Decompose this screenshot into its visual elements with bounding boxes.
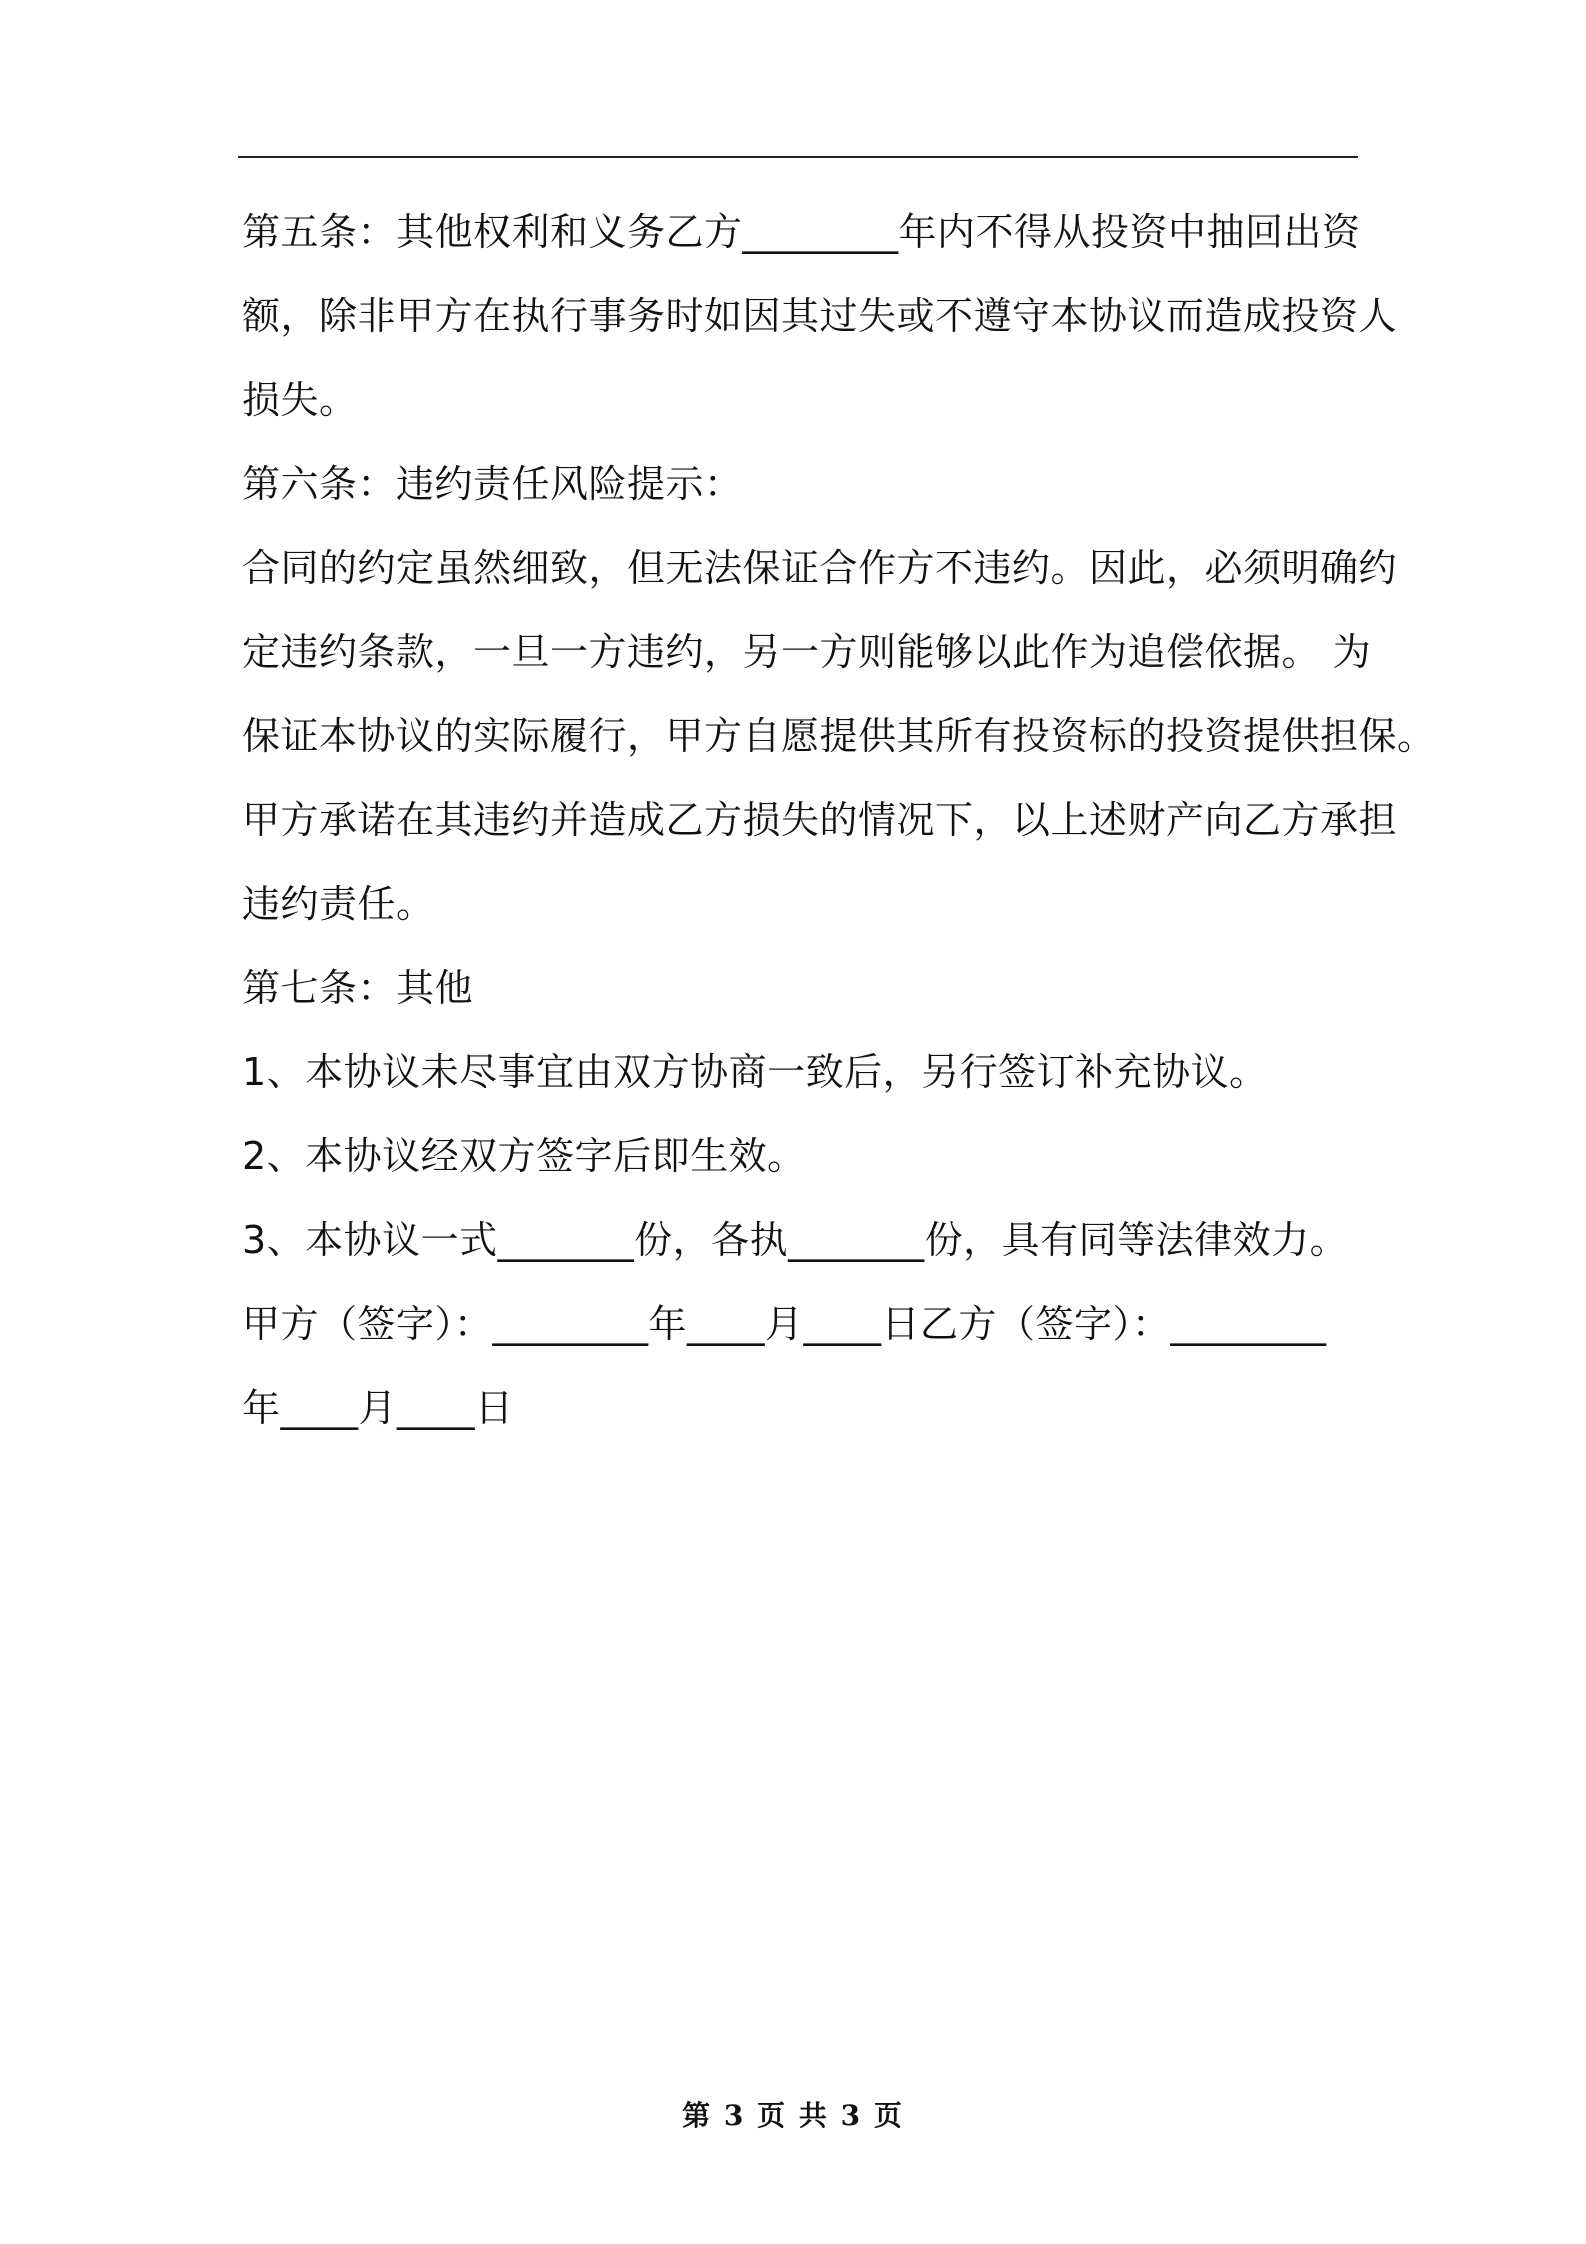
article-6-line-3: 保证本协议的实际履行，甲方自愿提供其所有投资标的投资提供担保。 xyxy=(242,714,1436,758)
header-rule xyxy=(238,156,1358,158)
article-7-heading: 第七条：其他 xyxy=(242,966,474,1010)
document-body xyxy=(242,190,1436,1450)
article-6-line-2: 定违约条款，一旦一方违约，另一方则能够以此作为追偿依据。 为 xyxy=(242,630,1372,674)
page-indicator: 第 3 页 共 3 页 xyxy=(682,2099,904,2132)
article-6-line-4: 甲方承诺在其违约并造成乙方损失的情况下，以上述财产向乙方承担 xyxy=(242,798,1398,842)
article-5-line-1: 第五条：其他权利和义务乙方________年内不得从投资中抽回出资 xyxy=(242,210,1361,254)
article-5-line-2: 额，除非甲方在执行事务时如因其过失或不遵守本协议而造成投资人 xyxy=(242,294,1398,338)
clause-3: 3、本协议一式_______份，各执_______份，具有同等法律效力。 xyxy=(242,1218,1349,1262)
clause-1: 1、本协议未尽事宜由双方协商一致后，另行签订补充协议。 xyxy=(242,1050,1268,1094)
signature-date-line: 年____月____日 xyxy=(242,1386,514,1430)
signature-line: 甲方（签字）：________年____月____日乙方（签字）：________ xyxy=(242,1302,1327,1346)
article-6-heading: 第六条：违约责任风险提示： xyxy=(242,462,743,506)
article-6-line-1: 合同的约定虽然细致，但无法保证合作方不违约。因此，必须明确约 xyxy=(242,546,1398,590)
clause-2: 2、本协议经双方签字后即生效。 xyxy=(242,1134,806,1178)
article-5-line-3: 损失。 xyxy=(242,378,358,422)
article-6-line-5: 违约责任。 xyxy=(242,882,435,926)
